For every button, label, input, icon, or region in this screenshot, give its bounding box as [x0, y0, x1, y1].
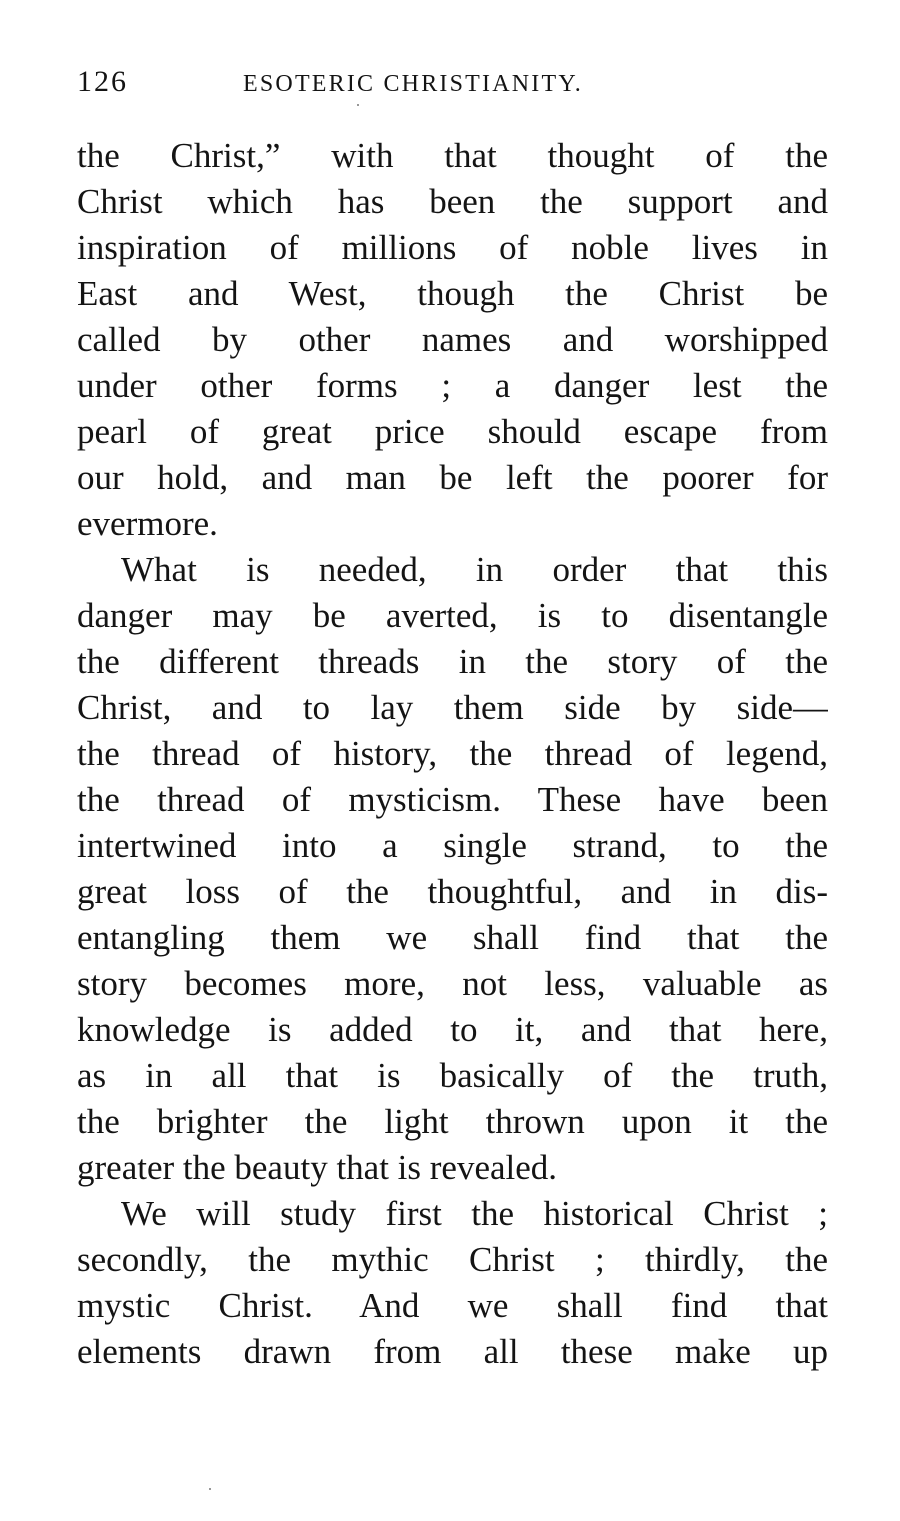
text-line: danger may be averted, is to disentangle: [77, 596, 828, 635]
page-number: 126: [77, 65, 128, 98]
text-line: intertwined into a single strand, to the: [77, 826, 828, 865]
text-line: evermore.: [77, 504, 218, 543]
text-line: great loss of the thoughtful, and in dis-: [77, 872, 828, 911]
body-text: [77, 133, 828, 1375]
text-line: Christ, and to lay them side by side—: [77, 688, 828, 727]
text-line: the brighter the light thrown upon it the: [77, 1102, 828, 1141]
text-line: story becomes more, not less, valuable as: [77, 964, 828, 1003]
text-line: the different threads in the story of the: [77, 642, 828, 681]
print-speck: [209, 1488, 211, 1490]
text-line: East and West, though the Christ be: [77, 274, 828, 313]
text-line: inspiration of millions of noble lives in: [77, 228, 828, 267]
text-line: the thread of mysticism. These have been: [77, 780, 828, 819]
text-line: secondly, the mythic Christ ; thirdly, the: [77, 1240, 828, 1279]
text-line: What is needed, in order that this: [121, 550, 828, 589]
text-line: knowledge is added to it, and that here,: [77, 1010, 828, 1049]
page-header: [77, 62, 827, 102]
text-line: the thread of history, the thread of legend,: [77, 734, 828, 773]
text-line: We will study first the historical Christ ;: [121, 1194, 828, 1233]
text-line: under other forms ; a danger lest the: [77, 366, 828, 405]
text-line: our hold, and man be left the poorer for: [77, 458, 828, 497]
text-line: entangling them we shall find that the: [77, 918, 828, 957]
text-line: mystic Christ. And we shall find that: [77, 1286, 828, 1325]
print-speck: [357, 104, 359, 106]
running-title: ESOTERIC CHRISTIANITY.: [243, 71, 583, 97]
text-line: the Christ,” with that thought of the: [77, 136, 828, 175]
text-line: called by other names and worshipped: [77, 320, 828, 359]
text-line: pearl of great price should escape from: [77, 412, 828, 451]
text-line: as in all that is basically of the truth,: [77, 1056, 828, 1095]
text-line: Christ which has been the support and: [77, 182, 828, 221]
text-line: elements drawn from all these make up: [77, 1332, 828, 1371]
text-line: greater the beauty that is revealed.: [77, 1148, 558, 1187]
